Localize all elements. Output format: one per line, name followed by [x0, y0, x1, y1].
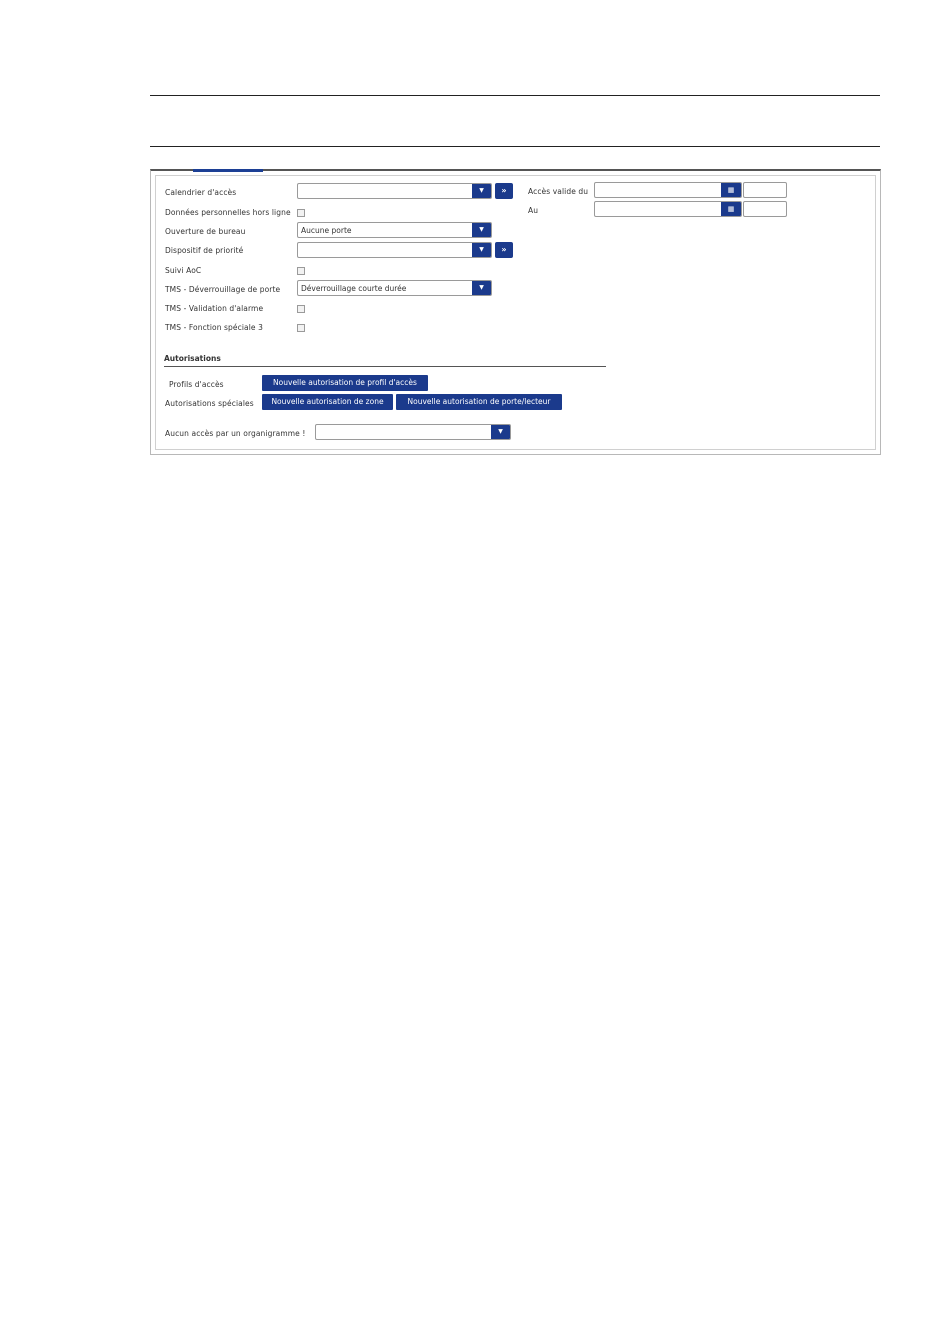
dispositif-nav-button[interactable]: »: [495, 242, 513, 258]
suivi-checkbox[interactable]: [297, 267, 305, 275]
dispositif-label: Dispositif de priorité: [165, 246, 244, 255]
organigramme-label: Aucun accès par un organigramme !: [165, 429, 306, 438]
header-rule-bottom: [150, 146, 880, 147]
chevron-down-icon[interactable]: ▼: [472, 280, 491, 296]
donnees-label: Données personnelles hors ligne: [165, 208, 291, 217]
profils-label: Profils d'accès: [169, 380, 224, 389]
calendrier-label: Calendrier d'accès: [165, 188, 237, 197]
tms-fonction-label: TMS - Fonction spéciale 3: [165, 323, 263, 332]
autorisations-title: Autorisations: [164, 354, 221, 363]
au-date-input[interactable]: [594, 201, 742, 217]
tms-fonction-checkbox[interactable]: [297, 324, 305, 332]
au-label: Au: [528, 206, 539, 215]
new-door-reader-authorization-button[interactable]: Nouvelle autorisation de porte/lecteur: [396, 394, 562, 410]
tms-deverrouillage-select[interactable]: [297, 280, 492, 296]
ouverture-label: Ouverture de bureau: [165, 227, 246, 236]
ouverture-value: Aucune porte: [301, 226, 352, 235]
tms-validation-label: TMS - Validation d'alarme: [165, 304, 264, 313]
suivi-label: Suivi AoC: [165, 266, 202, 275]
acces-valide-time-input[interactable]: [743, 182, 787, 198]
active-tab-indicator: [193, 169, 263, 172]
access-panel: [150, 169, 881, 455]
new-profile-authorization-button[interactable]: Nouvelle autorisation de profil d'accès: [262, 375, 428, 391]
tms-validation-checkbox[interactable]: [297, 305, 305, 313]
calendrier-select[interactable]: [297, 183, 492, 199]
chevron-down-icon[interactable]: ▼: [472, 183, 491, 199]
speciales-label: Autorisations spéciales: [165, 399, 254, 408]
tms-deverrouillage-value: Déverrouillage courte durée: [301, 284, 407, 293]
chevron-down-icon[interactable]: ▼: [491, 424, 510, 440]
acces-valide-date-input[interactable]: [594, 182, 742, 198]
organigramme-select[interactable]: [315, 424, 511, 440]
donnees-checkbox[interactable]: [297, 209, 305, 217]
calendar-icon[interactable]: ▦: [721, 182, 741, 198]
calendrier-nav-button[interactable]: »: [495, 183, 513, 199]
new-zone-authorization-button[interactable]: Nouvelle autorisation de zone: [262, 394, 393, 410]
tms-deverrouillage-label: TMS - Déverrouillage de porte: [165, 285, 281, 294]
chevron-down-icon[interactable]: ▼: [472, 222, 491, 238]
dispositif-select[interactable]: [297, 242, 492, 258]
calendar-icon[interactable]: ▦: [721, 201, 741, 217]
au-time-input[interactable]: [743, 201, 787, 217]
autorisations-rule: [164, 366, 606, 367]
header-rule-top: [150, 95, 880, 96]
ouverture-select[interactable]: [297, 222, 492, 238]
chevron-down-icon[interactable]: ▼: [472, 242, 491, 258]
acces-valide-label: Accès valide du: [528, 187, 589, 196]
